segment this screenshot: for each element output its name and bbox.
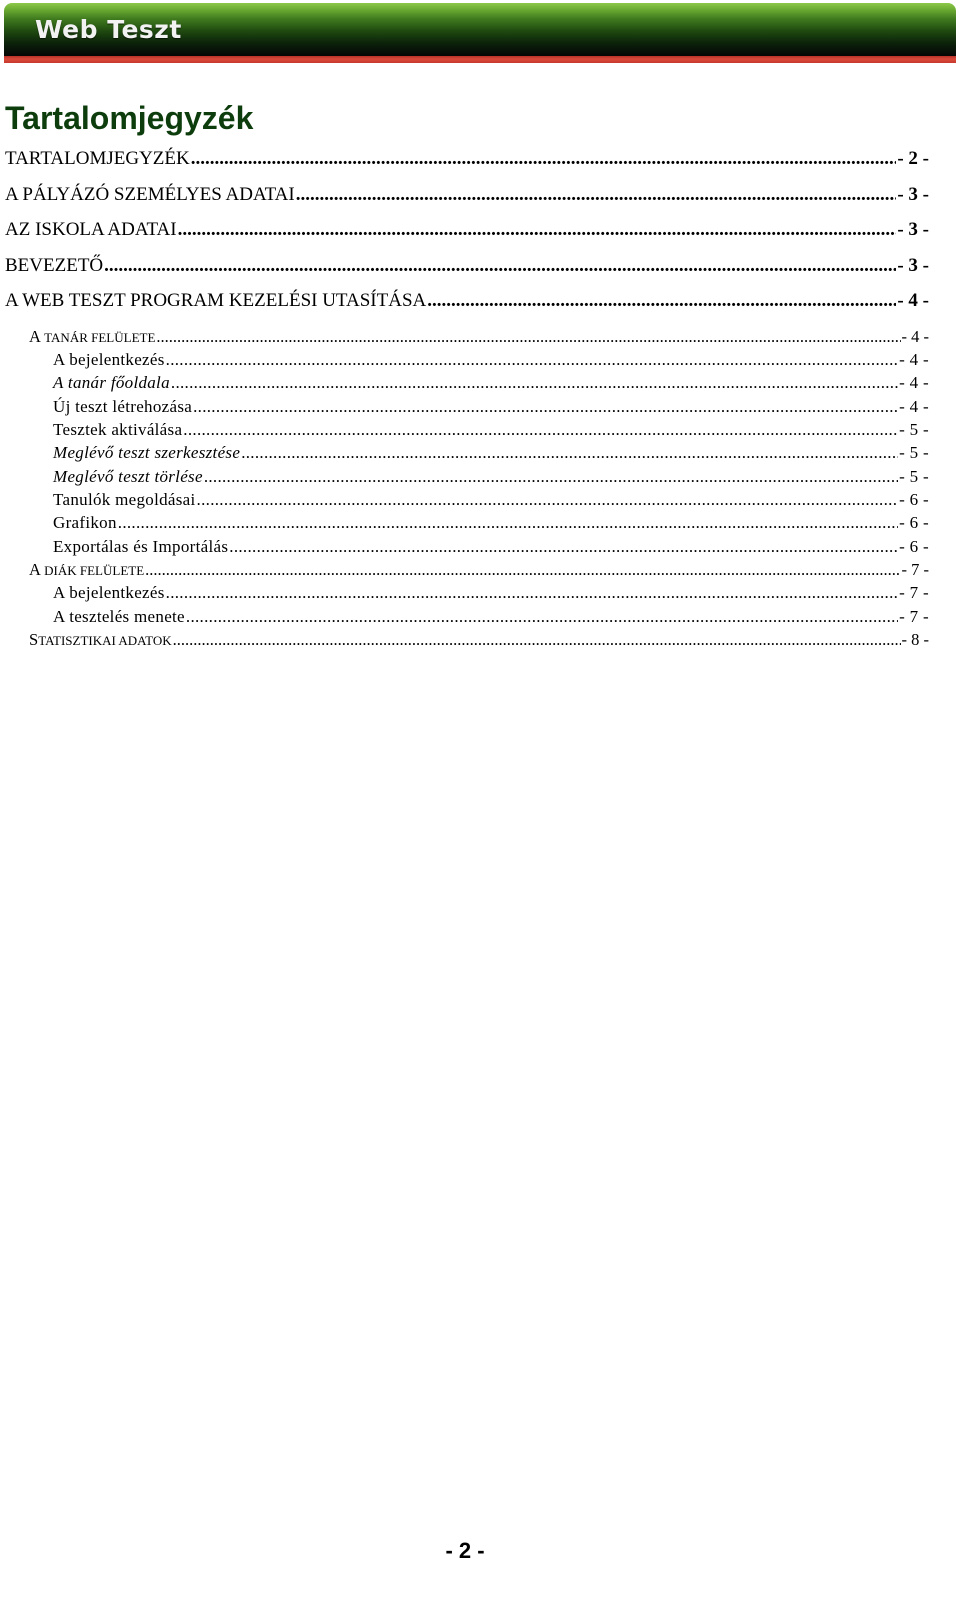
toc-entry[interactable] (5, 290, 929, 314)
toc-leader (183, 420, 898, 440)
toc-entry-label: Tesztek aktiválása (53, 420, 183, 439)
toc-entry-label: Exportálas és Importálás (53, 537, 229, 556)
brand-logo: Web Teszt (35, 15, 182, 44)
toc-leader (166, 583, 899, 603)
toc-entry-label: A bejelentkezés (53, 350, 165, 369)
header-banner (4, 3, 956, 63)
toc-leader (191, 148, 897, 170)
toc-entry-label: Új teszt létrehozása (53, 397, 193, 416)
toc-entry[interactable] (53, 350, 929, 372)
toc-leader (229, 537, 898, 557)
toc-entry-label: Meglévő teszt törlése (53, 467, 203, 486)
toc-entry[interactable] (5, 219, 929, 243)
toc-leader (173, 630, 901, 650)
toc-entry[interactable] (53, 373, 929, 395)
banner-accent-line (4, 56, 956, 63)
toc-entry-page: - 2 - (897, 148, 929, 169)
toc-entry[interactable] (29, 327, 929, 349)
toc-entry-label: A tanár főoldala (53, 373, 170, 392)
toc-leader (178, 219, 897, 241)
toc-entry-page: - 3 - (897, 219, 929, 240)
toc-entry-label: Tanulók megoldásai (53, 490, 196, 509)
toc-entry-page: - 6 - (899, 513, 929, 532)
toc-entry-smallcaps: TANÁR FELÜLETE (44, 330, 156, 345)
toc-entry-page: - 7 - (899, 607, 929, 626)
toc-entry-page: - 7 - (899, 583, 929, 602)
toc-leader (193, 397, 898, 417)
toc-entry-page: - 4 - (899, 373, 929, 392)
toc-entry-page: - 3 - (897, 184, 929, 205)
toc-entry[interactable] (29, 560, 929, 582)
toc-leader (241, 443, 898, 463)
toc-entry[interactable] (53, 537, 929, 559)
toc-entry-page: - 4 - (897, 290, 929, 311)
toc-entry-label: TARTALOMJEGYZÉK (5, 148, 190, 169)
toc-entry-label: BEVEZETŐ (5, 255, 104, 276)
toc-leader (145, 560, 900, 580)
toc-entry-label: AZ ISKOLA ADATAI (5, 219, 177, 240)
toc-entry-initial: A (29, 560, 41, 579)
toc-leader (197, 490, 899, 510)
toc-entry[interactable] (53, 490, 929, 512)
toc-entry-smallcaps: TATISZTIKAI ADATOK (38, 633, 172, 648)
toc-entry-label: Grafikon (53, 513, 117, 532)
toc-entry-page: - 6 - (899, 537, 929, 556)
toc-entry-initial: S (29, 630, 39, 649)
toc-entry-initial: A (29, 327, 41, 346)
toc-leader (186, 607, 898, 627)
toc-entry-page: - 8 - (901, 630, 929, 649)
page-number: - 2 - (445, 1538, 485, 1563)
toc-entry[interactable] (53, 397, 929, 419)
toc-entry-label: A WEB TESZT PROGRAM KEZELÉSI UTASÍTÁSA (5, 290, 427, 311)
toc-entry[interactable] (29, 630, 929, 652)
toc-leader (427, 290, 896, 312)
toc-entry-page: - 6 - (899, 490, 929, 509)
toc-entry-page: - 4 - (899, 350, 929, 369)
toc-entry-smallcaps: DIÁK FELÜLETE (44, 563, 145, 578)
toc-entry[interactable] (53, 467, 929, 489)
toc-leader (204, 467, 898, 487)
toc-leader (156, 327, 900, 347)
toc-leader (104, 255, 896, 277)
toc-leader (296, 184, 897, 206)
toc-entry[interactable] (53, 607, 929, 629)
toc-entry-page: - 5 - (899, 420, 929, 439)
toc-entry-page: - 5 - (899, 443, 929, 462)
toc-leader (166, 350, 899, 370)
toc-entry-label: A PÁLYÁZÓ SZEMÉLYES ADATAI (5, 184, 295, 205)
toc-entry-page: - 5 - (899, 467, 929, 486)
toc-entry[interactable] (53, 583, 929, 605)
toc-entry[interactable] (5, 148, 929, 172)
toc-entry-page: - 4 - (901, 327, 929, 346)
toc-entry[interactable] (5, 255, 929, 279)
toc-leader (118, 513, 898, 533)
toc-entry-page: - 3 - (897, 255, 929, 276)
toc-entry[interactable] (53, 420, 929, 442)
toc-entry-label: A tesztelés menete (53, 607, 185, 626)
toc-entry-label: A bejelentkezés (53, 583, 165, 602)
toc-entry[interactable] (5, 184, 929, 208)
toc-title: Tartalomjegyzék (5, 100, 254, 136)
toc-entry-label (29, 560, 144, 580)
toc-entry-page: - 7 - (901, 560, 929, 579)
toc-entry-label (29, 630, 172, 650)
toc-entry-page: - 4 - (899, 397, 929, 416)
toc-entry-label: Meglévő teszt szerkesztése (53, 443, 241, 462)
toc-leader (171, 373, 898, 393)
toc-entry[interactable] (53, 513, 929, 535)
toc-entry[interactable] (53, 443, 929, 465)
toc-entry-label (29, 327, 155, 347)
